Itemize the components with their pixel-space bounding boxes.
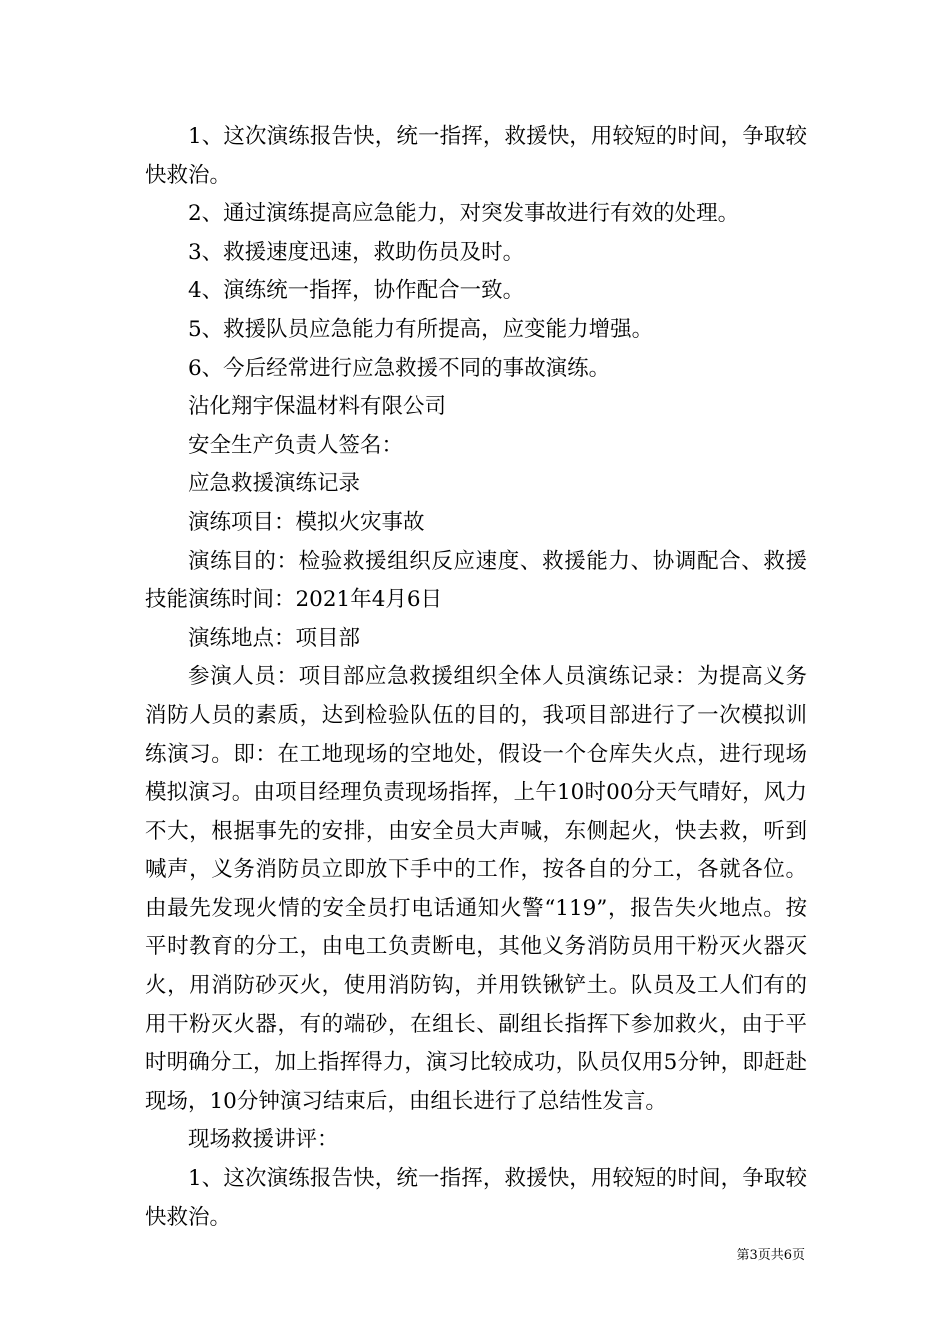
page-number: 第3页共6页: [736, 1248, 805, 1263]
drill-participants-and-record: 参演人员：项目部应急救援组织全体人员演练记录：为提高义务消防人员的素质，达到检验队伍的目的，我项目部进行了一次模拟训练演习。即：在工地现场的空地处，假设一个仓库失火点，进行现场模拟演习。由项目经理负责现场指挥，上午10时00分天气晴好，风力不大，根据事先的安排，由安全员大声喊，东侧起火，快去救，听到喊声，义务消防员立即放下手中的工作，按各自的分工，各就各位。由最先发现火情的安全员打电话通知火警“119”，报告失火地点。按平时教育的分工，由电工负责断电，其他义务消防员用干粉灭火器灭火，用消防砂灭火，使用消防钩，并用铁锹铲土。队员及工人们有的用干粉灭火器，有的端砂，在组长、副组长指挥下参加救火，由于平时明确分工，加上指挥得力，演习比较成功，队员仅用5分钟，即赶赴现场，10分钟演习结束后，由组长进行了总结性发言。: [145, 664, 807, 1114]
paragraph-summary-1: 1、这次演练报告快，统一指挥，救援快，用较短的时间，争取较快救治。: [145, 124, 807, 188]
paragraph-summary-5: 5、救援队员应急能力有所提高，应变能力增强。: [188, 316, 654, 342]
paragraph-summary-3: 3、救援速度迅速，救助伤员及时。: [188, 239, 525, 265]
signature-line: 安全生产负责人签名：: [188, 432, 404, 458]
drill-purpose-and-time: 演练目的：检验救援组织反应速度、救援能力、协调配合、救援技能演练时间：2021年4月6日: [145, 548, 807, 613]
paragraph-summary-6: 6、今后经常进行应急救援不同的事故演练。: [188, 355, 611, 381]
company-name: 沾化翔宇保温材料有限公司: [188, 394, 447, 420]
review-heading: 现场救援讲评：: [188, 1127, 339, 1153]
paragraph-summary-2: 2、通过演练提高应急能力，对突发事故进行有效的处理。: [188, 201, 740, 227]
record-title: 应急救援演练记录: [188, 471, 361, 497]
drill-project: 演练项目：模拟火灾事故: [188, 509, 425, 535]
document-body: [145, 118, 807, 1237]
drill-location: 演练地点：项目部: [188, 625, 361, 651]
paragraph-summary-4: 4、演练统一指挥，协作配合一致。: [188, 278, 525, 304]
review-item-1: 1、这次演练报告快，统一指挥，救援快，用较短的时间，争取较快救治。: [145, 1166, 807, 1230]
